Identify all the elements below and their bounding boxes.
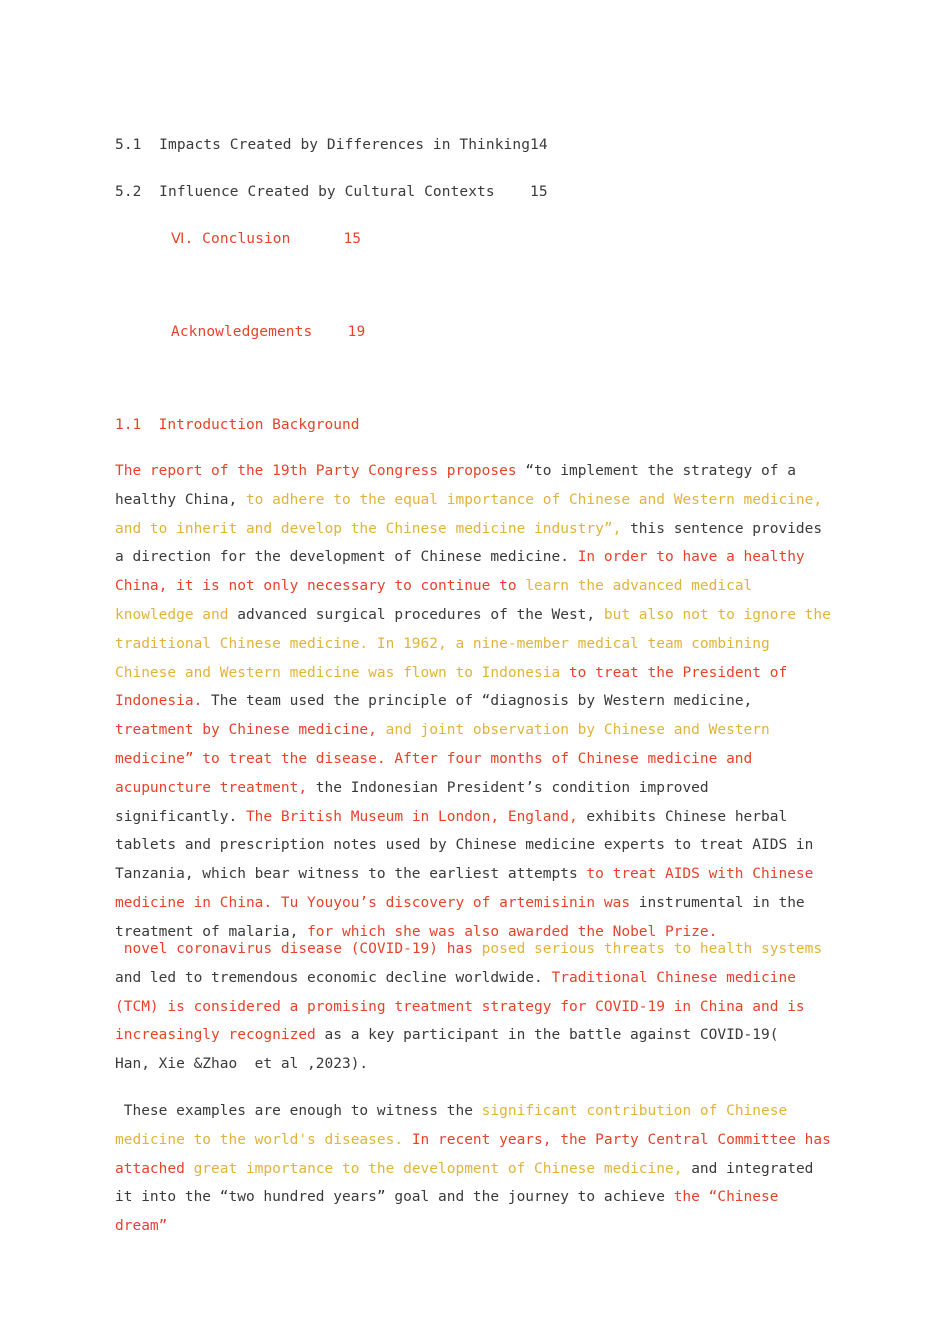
text-run: this sentence provides a direction for the development of Chinese medicine. <box>115 520 831 566</box>
text-run: significant contribution of Chinese medicine to the world's diseases. <box>115 1103 796 1148</box>
text-run: posed serious threats to health systems <box>481 941 831 957</box>
toc-entry-5-1[interactable] <box>115 135 548 155</box>
text-run: In recent years, the Party Central Committee has attached <box>115 1131 840 1177</box>
text-run: “to implement the strategy of a healthy China, <box>115 463 805 508</box>
toc-entry-5-2[interactable] <box>115 182 548 202</box>
text-run: The report of the 19th Party Congress proposes <box>115 463 526 479</box>
text-run: for which she was also awarded the Nobel Prize. <box>307 923 718 940</box>
toc-page: 14 <box>530 137 548 153</box>
toc-number: 5.1 <box>115 137 142 153</box>
text-run: treatment by Chinese medicine, <box>115 722 386 739</box>
text-run: to adhere to the equal importance of Chinese and Western medicine, and to inherit and develop the Chinese medicine industry”, <box>115 491 831 537</box>
toc-title: Influence Created by Cultural Contexts <box>159 184 495 200</box>
text-run: advanced surgical procedures of the West, <box>237 606 604 623</box>
toc-number: Ⅵ. <box>171 231 194 247</box>
text-run: the “Chinese dream” <box>115 1189 788 1235</box>
text-run: to treat the President of Indonesia. <box>115 664 796 710</box>
text-run: learn the advanced medical knowledge and <box>115 578 762 623</box>
text-run: and integrated it into the “two hundred years” goal and the journey to achieve <box>115 1160 823 1206</box>
text-run: In order to have a healthy China, it is not only necessary to continue to <box>115 549 814 595</box>
section-number: 1.1 <box>115 417 142 433</box>
toc-title: Impacts Created by Differences in Thinking <box>159 137 531 153</box>
paragraph-2 <box>115 935 835 1079</box>
text-run: exhibits Chinese herbal tablets and prescription notes used by Chinese medicine experts to treat AIDS in Tanzania, which bear witness to the earliest attempts <box>115 808 823 883</box>
text-run: The team used the principle of “diagnosis by Western medicine, <box>211 693 762 710</box>
text-run: great importance to the development of Chinese medicine, <box>193 1160 692 1177</box>
text-run: The British Museum in London, England, <box>245 808 587 825</box>
text-run: but also not to ignore the traditional Chinese medicine. In 1962, a nine-member medical team combining Chinese and Western medicine was flown to Indonesia <box>115 606 840 681</box>
paragraph-1 <box>115 457 840 947</box>
toc-page: 15 <box>343 231 362 247</box>
text-run: Traditional Chinese medicine (TCM) is considered a promising treatment strategy for COVID-19 in China and is increasingly recognized <box>115 969 814 1044</box>
toc-entry-conclusion[interactable] <box>171 229 361 249</box>
text-run: to treat AIDS with Chinese medicine in China. Tu Youyou’s discovery of artemisinin was <box>115 866 823 911</box>
section-heading <box>115 415 359 435</box>
toc-entry-acknowledgements[interactable] <box>171 322 365 342</box>
text-run: medicine” to treat the disease. After four months of Chinese medicine and acupuncture treatment, <box>115 750 762 796</box>
toc-title: Acknowledgements <box>171 324 313 340</box>
toc-number: 5.2 <box>115 184 142 200</box>
toc-title: Conclusion <box>202 231 291 247</box>
text-run: novel coronavirus disease (COVID-19) has <box>115 941 482 957</box>
text-run: and led to tremendous economic decline worldwide. <box>115 969 552 986</box>
paragraph-3 <box>115 1097 840 1241</box>
toc-page: 19 <box>347 324 366 340</box>
toc-page: 15 <box>530 184 548 200</box>
text-run: the Indonesian President’s condition improved significantly. <box>115 779 718 825</box>
text-run: instrumental in the treatment of malaria, <box>115 894 814 940</box>
section-title: Introduction Background <box>158 417 360 433</box>
text-run: and joint observation by Chinese and Western <box>385 722 779 739</box>
text-run: as a key participant in the battle against COVID-19( Han, Xie &Zhao et al ,2023). <box>115 1027 814 1073</box>
text-run: These examples are enough to witness the <box>115 1103 482 1119</box>
